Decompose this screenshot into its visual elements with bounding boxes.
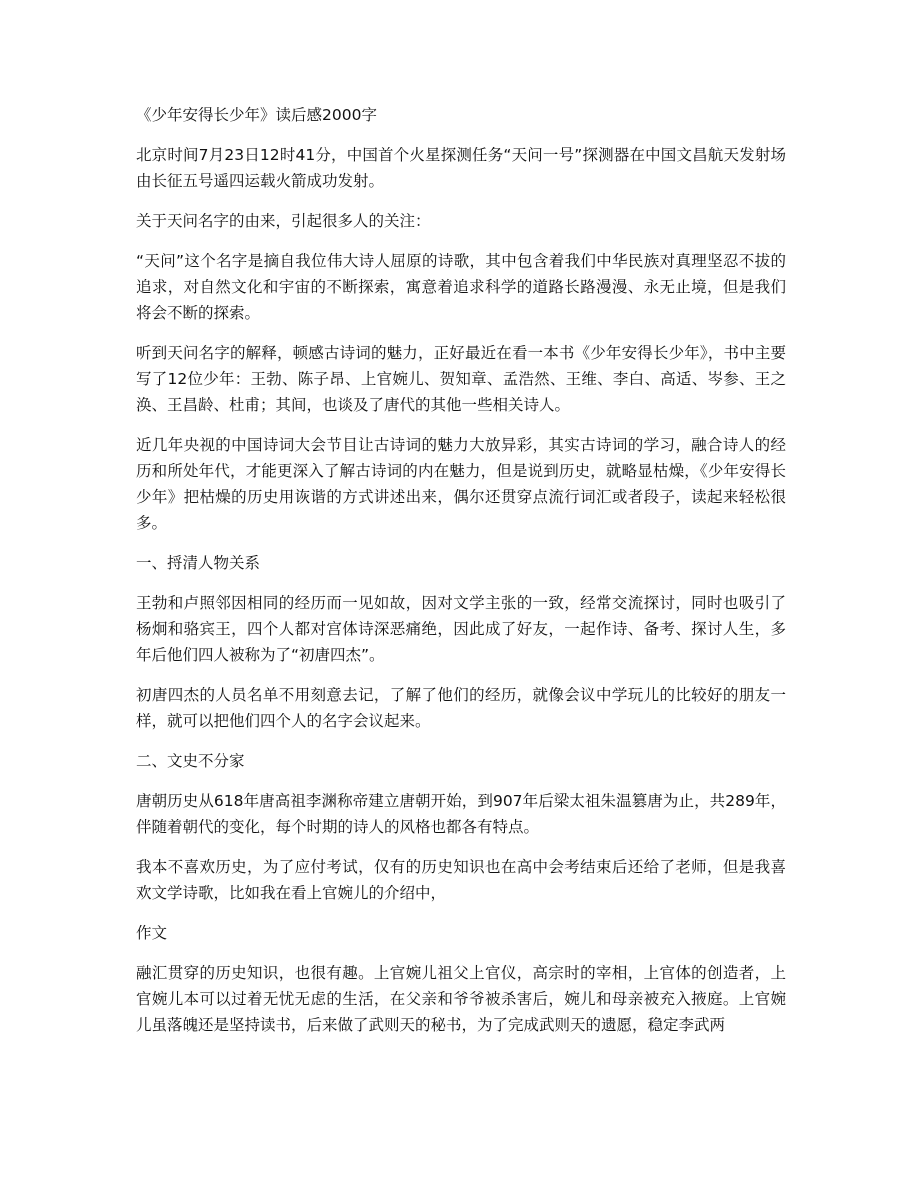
paragraph-book-intro: 听到天问名字的解释，顿感古诗词的魅力，正好最近在看一本书《少年安得长少年》，书中主要写了12位少年：王勃、陈子昂、上官婉儿、贺知章、孟浩然、王维、李白、高适、岑参、王之涣、王昌龄、杜甫；其间，也谈及了唐代的其他一些相关诗人。 (136, 344, 786, 414)
paragraph-zuowen-label: 作文 (136, 924, 168, 942)
paragraph-shangguan-waner: 融汇贯穿的历史知识，也很有趣。上官婉儿祖父上官仪，高宗时的宰相，上官体的创造者，上官婉儿本可以过着无忧无虑的生活，在父亲和爷爷被杀害后，婉儿和母亲被充入掖庭。上官婉儿虽落魄还是坚持读书，后来做了武则天的秘书，为了完成武则天的遗愿，稳定李武两 (136, 964, 786, 1034)
paragraph-name-origin-intro: 关于天问名字的由来，引起很多人的关注： (136, 212, 431, 230)
section-heading-literature-history: 二、文史不分家 (136, 752, 245, 770)
paragraph-four-talents: 王勃和卢照邻因相同的经历而一见如故，因对文学主张的一致，经常交流探讨，同时也吸引了杨炯和骆宾王，四个人都对宫体诗深恶痛绝，因此成了好友，一起作诗、备考、探讨人生，多年后他们四人被称为了“初唐四杰”。 (136, 594, 786, 664)
paragraph-tang-history: 唐朝历史从618年唐高祖李渊称帝建立唐朝开始，到907年后梁太祖朱温篡唐为止，共289年，伴随着朝代的变化，每个时期的诗人的风格也都各有特点。 (136, 792, 786, 836)
document-page (136, 102, 786, 1052)
section-heading-relations: 一、捋清人物关系 (136, 554, 261, 572)
paragraph-poetry-conference: 近几年央视的中国诗词大会节目让古诗词的魅力大放异彩，其实古诗词的学习，融合诗人的经历和所处年代，才能更深入了解古诗词的内在魅力，但是说到历史，就略显枯燥，《少年安得长少年》把枯燥的历史用诙谐的方式讲述出来，偶尔还贯穿点流行词汇或者段子，读起来轻松很多。 (136, 436, 786, 532)
paragraph-remember-names: 初唐四杰的人员名单不用刻意去记，了解了他们的经历，就像会议中学玩儿的比较好的朋友一样，就可以把他们四个人的名字会议起来。 (136, 686, 786, 730)
paragraph-launch-news: 北京时间7月23日12时41分，中国首个火星探测任务“天问一号”探测器在中国文昌航天发射场由长征五号遥四运载火箭成功发射。 (136, 146, 786, 190)
document-title: 《少年安得长少年》读后感2000字 (136, 106, 377, 124)
paragraph-name-meaning: “天问”这个名字是摘自我位伟大诗人屈原的诗歌，其中包含着我们中华民族对真理坚忍不拔的追求，对自然文化和宇宙的不断探索，寓意着追求科学的道路长路漫漫、永无止境，但是我们将会不断的探索。 (136, 252, 786, 322)
paragraph-dislike-history: 我本不喜欢历史，为了应付考试，仅有的历史知识也在高中会考结束后还给了老师，但是我喜欢文学诗歌，比如我在看上官婉儿的介绍中， (136, 858, 786, 902)
